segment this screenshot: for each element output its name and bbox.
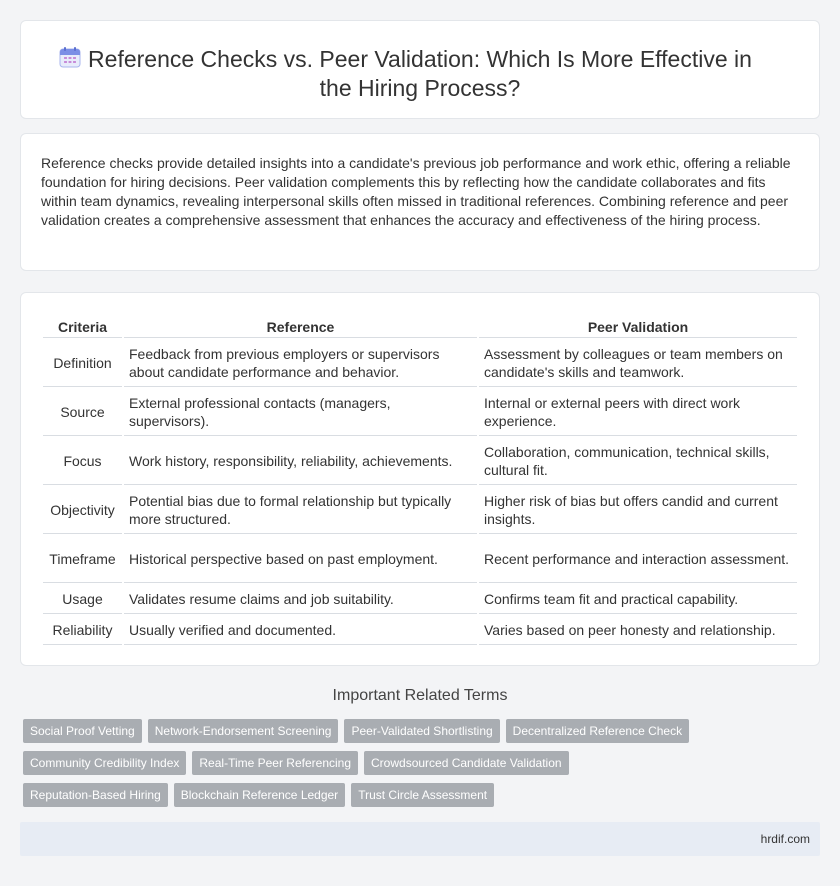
reference-cell: Potential bias due to formal relationship but typically more structured. bbox=[124, 487, 477, 534]
peer-cell: Higher risk of bias but offers candid and current insights. bbox=[479, 487, 797, 534]
reference-cell: External professional contacts (managers, supervisors). bbox=[124, 389, 477, 436]
related-term-tag[interactable]: Reputation-Based Hiring bbox=[23, 783, 168, 807]
criteria-cell: Focus bbox=[43, 438, 122, 485]
header-criteria: Criteria bbox=[43, 317, 122, 338]
related-term-tag[interactable]: Network-Endorsement Screening bbox=[148, 719, 339, 743]
reference-cell: Usually verified and documented. bbox=[124, 616, 477, 645]
table-row bbox=[43, 616, 797, 645]
reference-cell: Historical perspective based on past employment. bbox=[124, 536, 477, 583]
table-row bbox=[43, 585, 797, 614]
footer bbox=[20, 822, 820, 856]
related-term-tag[interactable]: Trust Circle Assessment bbox=[351, 783, 494, 807]
related-term-tag[interactable]: Crowdsourced Candidate Validation bbox=[364, 751, 569, 775]
peer-cell: Recent performance and interaction assessment. bbox=[479, 536, 797, 583]
header-peer-validation: Peer Validation bbox=[479, 317, 797, 338]
related-terms-list bbox=[23, 719, 723, 815]
reference-cell: Feedback from previous employers or supervisors about candidate performance and behavior. bbox=[124, 340, 477, 387]
table-row bbox=[43, 438, 797, 485]
table-row bbox=[43, 389, 797, 436]
criteria-cell: Timeframe bbox=[43, 536, 122, 583]
criteria-cell: Objectivity bbox=[43, 487, 122, 534]
table-row bbox=[43, 536, 797, 583]
page-title: Reference Checks vs. Peer Validation: Which Is More Effective in the Hiring Process? bbox=[88, 46, 752, 101]
related-term-tag[interactable]: Blockchain Reference Ledger bbox=[174, 783, 345, 807]
criteria-cell: Source bbox=[43, 389, 122, 436]
related-term-tag[interactable]: Decentralized Reference Check bbox=[506, 719, 689, 743]
related-term-tag[interactable]: Social Proof Vetting bbox=[23, 719, 142, 743]
peer-cell: Confirms team fit and practical capability. bbox=[479, 585, 797, 614]
peer-cell: Collaboration, communication, technical skills, cultural fit. bbox=[479, 438, 797, 485]
table-row bbox=[43, 487, 797, 534]
header-reference: Reference bbox=[124, 317, 477, 338]
criteria-cell: Reliability bbox=[43, 616, 122, 645]
reference-cell: Work history, responsibility, reliability, achievements. bbox=[124, 438, 477, 485]
comparison-card bbox=[20, 292, 820, 666]
related-term-tag[interactable]: Real-Time Peer Referencing bbox=[192, 751, 358, 775]
table-row bbox=[43, 340, 797, 387]
peer-cell: Assessment by colleagues or team members on candidate's skills and teamwork. bbox=[479, 340, 797, 387]
comparison-table bbox=[41, 315, 799, 647]
criteria-cell: Definition bbox=[43, 340, 122, 387]
peer-cell: Internal or external peers with direct work experience. bbox=[479, 389, 797, 436]
table-header-row bbox=[43, 317, 797, 338]
reference-cell: Validates resume claims and job suitability. bbox=[124, 585, 477, 614]
title-card bbox=[20, 20, 820, 119]
footer-site-link[interactable]: hrdif.com bbox=[760, 832, 810, 846]
intro-card bbox=[20, 133, 820, 271]
related-term-tag[interactable]: Peer-Validated Shortlisting bbox=[344, 719, 499, 743]
related-term-tag[interactable]: Community Credibility Index bbox=[23, 751, 186, 775]
related-terms-heading: Important Related Terms bbox=[332, 687, 508, 704]
peer-cell: Varies based on peer honesty and relationship. bbox=[479, 616, 797, 645]
criteria-cell: Usage bbox=[43, 585, 122, 614]
intro-paragraph: Reference checks provide detailed insights into a candidate's previous job performance and work ethic, offering a reliable foundation for hiring decisions. Peer validation complements this by reflecting how the candidate collaborates and fits within team dynamics, revealing interpersonal skills often missed in traditional references. Combining reference and peer validation creates a comprehensive assessment that enhances the accuracy and effectiveness of the hiring process. bbox=[41, 155, 791, 228]
